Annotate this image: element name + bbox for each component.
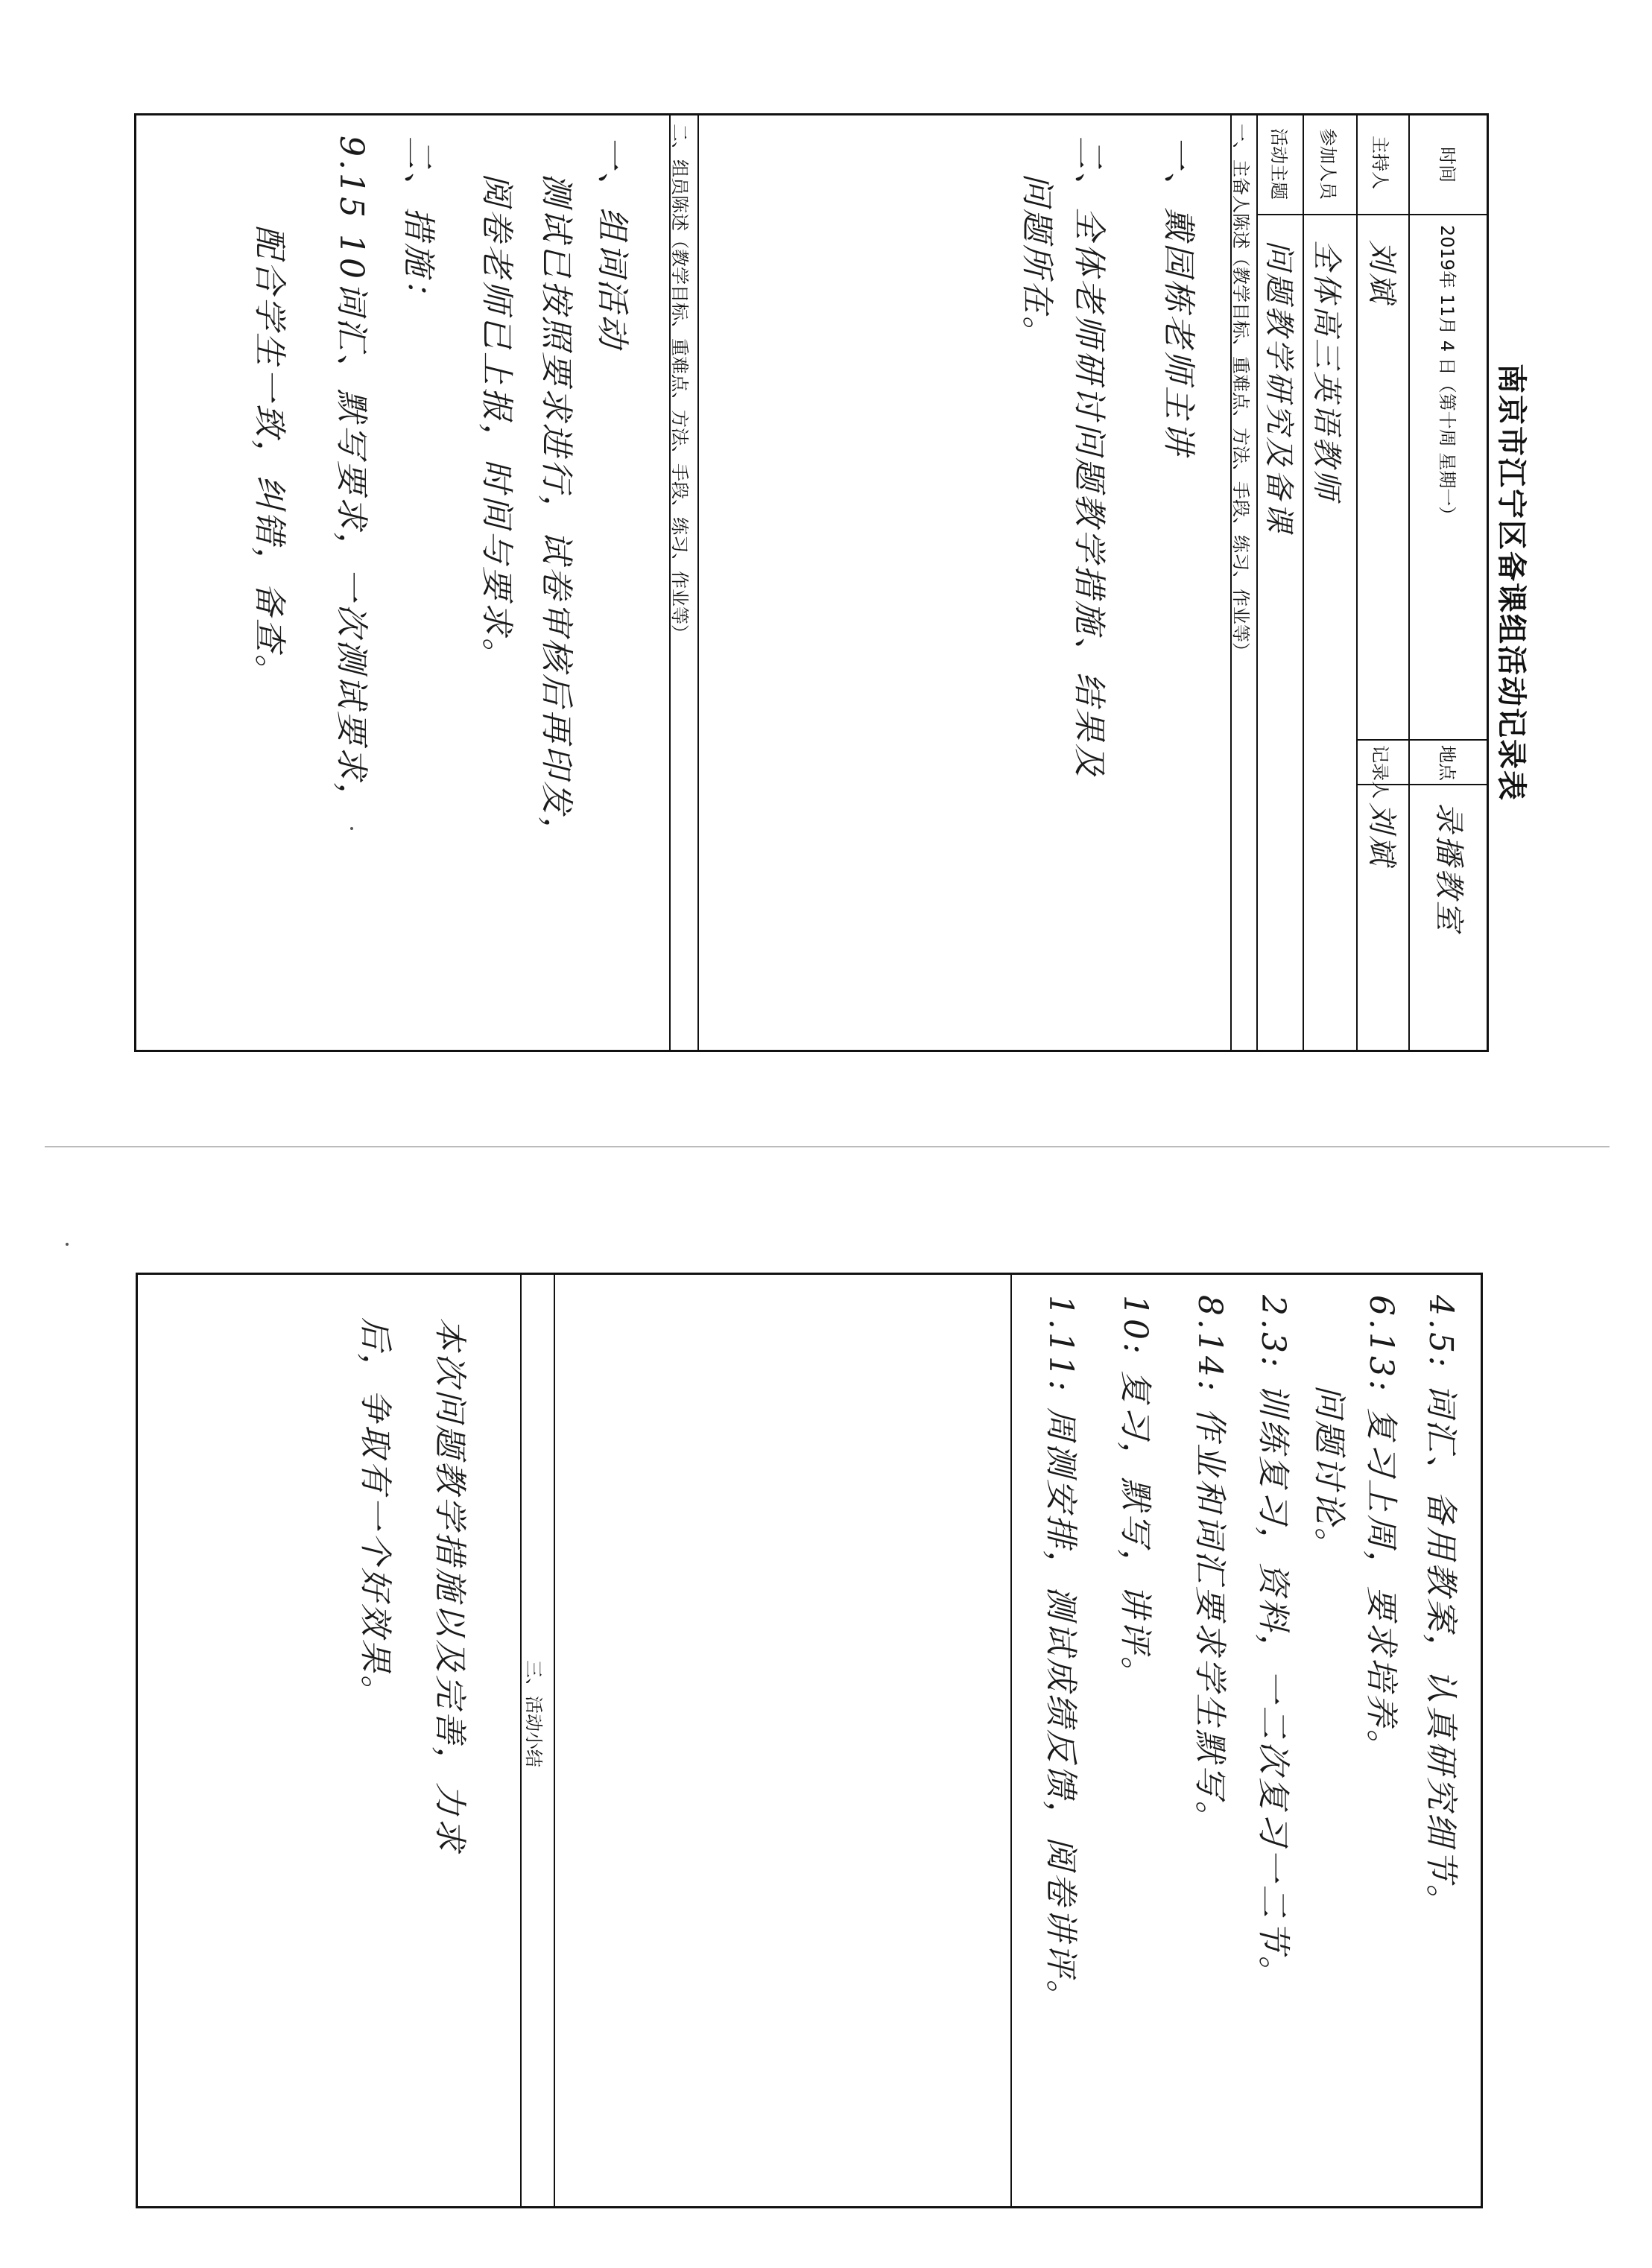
time-label: 时间 (1437, 147, 1458, 183)
recorder-label: 记录人 (1370, 745, 1390, 799)
section2-line: 测试已按照要求进行，试卷审核后再印发， (537, 173, 575, 852)
row-divider (1010, 1273, 1012, 2208)
section2-line: 阅卷老师已上报，时间与要求。 (478, 173, 516, 674)
continued-line: 4.5: 词汇、备用教案，认真研究细节。 (1422, 1295, 1460, 1920)
continued-line: 1.11: 周测安排，测试成绩反馈，阅卷讲评。 (1042, 1295, 1080, 2015)
section2-line: 二、措施： (399, 136, 437, 314)
summary-line: 后，争取有一个好效果。 (356, 1317, 394, 1711)
row-divider (554, 1273, 555, 2208)
section2-line: 9.15 10词汇、默写要求，一次测试要求， (332, 136, 370, 818)
section2-line: 一、组词活动 (593, 136, 631, 350)
col-divider (1358, 739, 1489, 741)
col-divider (1258, 214, 1489, 215)
scan-speck (350, 827, 353, 830)
section1-heading: 一、主备人陈述（教学目标、重难点、方法、手段、练习、作业等） (1230, 124, 1251, 660)
time-value: 2019年 11月 4 日（第十周 星期一） (1437, 225, 1458, 525)
activity-record-form-page2 (136, 1273, 1483, 2208)
theme-value: 问题教学研究及备课 (1262, 240, 1296, 535)
summary-heading: 三、活动小结 (523, 1660, 544, 1767)
summary-line: 本次问题教学措施以及完善，力求 (431, 1317, 469, 1854)
place-label: 地点 (1437, 745, 1458, 781)
section1-line: 二、全体老师研讨问题教学措施、结果及 (1070, 136, 1108, 779)
row-divider (1408, 113, 1410, 1052)
participants-label: 参加人员 (1317, 128, 1338, 200)
host-label: 主持人 (1370, 136, 1390, 189)
section1-line: 一、戴园栋老师主讲 (1159, 136, 1197, 457)
scan-speck (66, 1243, 69, 1246)
continued-line: 8.14: 作业和词汇要求学生默写。 (1191, 1295, 1229, 1837)
activity-record-form-page1 (134, 113, 1528, 1052)
fold-line (45, 1146, 1610, 1147)
recorder-value: 刘斌 (1364, 802, 1399, 868)
row-divider (697, 113, 699, 1052)
continued-line: 2.3: 训练复习，资料，一二次复习一二节。 (1254, 1295, 1292, 1992)
place-value: 录播教室 (1431, 802, 1466, 934)
continued-line: 问题讨论。 (1310, 1384, 1348, 1563)
row-divider (1303, 113, 1304, 1052)
participants-value: 全体高三英语教师 (1309, 240, 1344, 502)
section2-line: 配合学生一致，纠错，备查。 (250, 225, 288, 690)
theme-label: 活动主题 (1268, 128, 1289, 200)
row-divider (520, 1273, 522, 2208)
continued-line: 10: 复习，默写，讲评。 (1116, 1295, 1154, 1692)
section2-heading: 二、组员陈述（教学目标、重难点、方法、手段、练习、作业等） (669, 124, 690, 642)
continued-line: 6.13: 复习上周，要求培养。 (1362, 1295, 1400, 1765)
section1-line: 问题所在。 (1018, 173, 1056, 352)
row-divider (1256, 113, 1258, 1052)
form-title: 南京市江宁区备课组活动记录表 (1494, 364, 1528, 802)
host-value: 刘斌 (1364, 240, 1399, 305)
row-divider (1356, 113, 1358, 1052)
